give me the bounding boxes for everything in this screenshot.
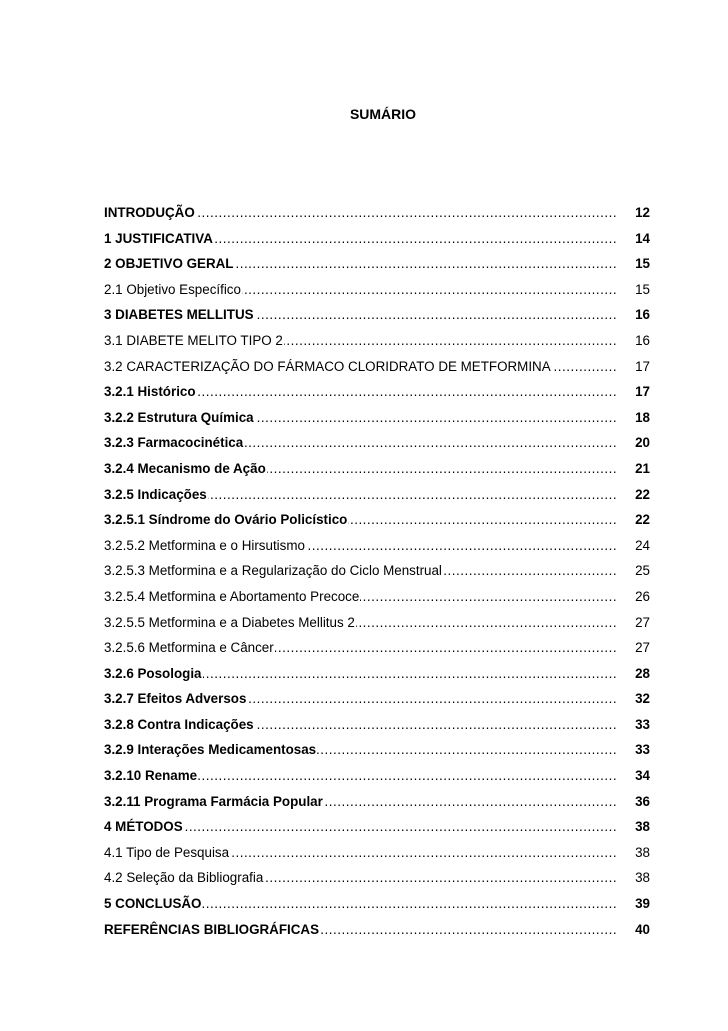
toc-entry[interactable]: [104, 610, 650, 636]
toc-entry[interactable]: [104, 379, 650, 405]
toc-entry-leader: [104, 686, 616, 712]
toc-entry-leader: [104, 430, 616, 456]
toc-entry-label: 3.2.10 Rename: [104, 768, 198, 784]
toc-entry-leader: [104, 661, 616, 687]
toc-entry-page: 39: [635, 896, 650, 912]
toc-entry-label: 2.1 Objetivo Específico: [104, 281, 241, 297]
toc-entry[interactable]: [104, 558, 650, 584]
toc-entry-leader: [104, 200, 616, 226]
toc-entry[interactable]: [104, 226, 650, 252]
toc-entry-page: 38: [635, 819, 650, 835]
toc-entry-page: 27: [635, 640, 650, 656]
toc-entry-page: 36: [635, 793, 650, 809]
toc-entry-label: 3.2.5.2 Metformina e o Hirsutismo: [104, 537, 305, 553]
toc-entry-label: 3.2.11 Programa Farmácia Popular: [104, 793, 323, 809]
toc-entry[interactable]: [104, 635, 650, 661]
page-title: SUMÁRIO: [349, 106, 417, 122]
toc-entry[interactable]: [104, 814, 650, 840]
toc-entry-page: 27: [635, 614, 650, 630]
toc-entry-page: 34: [635, 768, 650, 784]
toc-entry-leader: [104, 865, 616, 891]
toc-entry-leader: [104, 840, 616, 866]
toc-entry-leader: [104, 763, 616, 789]
toc-entry-leader: [104, 328, 616, 354]
toc-entry-leader: [104, 302, 616, 328]
toc-entry-label: 3.2.6 Posologia: [104, 665, 202, 681]
toc-entry-page: 20: [635, 435, 650, 451]
toc-entry-leader: [104, 482, 616, 508]
toc-entry-leader: [104, 891, 616, 917]
toc-entry-leader: [104, 635, 616, 661]
toc-entry-leader: [104, 814, 616, 840]
toc-entry-label: 2 OBJETIVO GERAL: [104, 256, 234, 272]
toc-entry-page: 22: [635, 486, 650, 502]
toc-entry[interactable]: [104, 789, 650, 815]
toc-entry-page: 24: [635, 537, 650, 553]
toc-entry[interactable]: [104, 277, 650, 303]
toc-entry[interactable]: [104, 328, 650, 354]
toc-entry-page: 17: [635, 384, 650, 400]
toc-entry-leader: [104, 533, 616, 559]
toc-entry[interactable]: [104, 533, 650, 559]
toc-entry-label: 4 MÉTODOS: [104, 819, 183, 835]
toc-entry-leader: [104, 226, 616, 252]
toc-entry-label: 3.2.5.5 Metformina e a Diabetes Mellitus 2: [104, 614, 355, 630]
toc-entry-leader: [104, 712, 616, 738]
toc-entry-page: 21: [635, 460, 650, 476]
toc-entry-label: 3.2.4 Mecanismo de Ação: [104, 460, 266, 476]
toc-entry-label: 1 JUSTIFICATIVA: [104, 230, 213, 246]
toc-entry[interactable]: [104, 251, 650, 277]
toc-entry-page: 28: [635, 665, 650, 681]
toc-entry[interactable]: [104, 737, 650, 763]
toc-entry[interactable]: [104, 405, 650, 431]
toc-entry-page: 22: [635, 512, 650, 528]
toc-entry-page: 14: [635, 230, 650, 246]
toc-entry-label: 3.2.5.4 Metformina e Abortamento Precoce: [104, 588, 360, 604]
toc-entry-leader: [104, 737, 616, 763]
toc-entry-label: 3.2.2 Estrutura Química: [104, 409, 254, 425]
toc-entry[interactable]: [104, 865, 650, 891]
toc-entry-label: 5 CONCLUSÃO: [104, 896, 202, 912]
toc-entry[interactable]: [104, 840, 650, 866]
toc-entry-page: 15: [635, 256, 650, 272]
toc-entry-leader: [104, 610, 616, 636]
table-of-contents: [104, 200, 650, 942]
toc-entry[interactable]: [104, 686, 650, 712]
toc-entry-page: 16: [635, 332, 650, 348]
toc-entry-label: 3.2.5.6 Metformina e Câncer: [104, 640, 274, 656]
toc-entry-page: 16: [635, 307, 650, 323]
toc-entry-label: 3.2.5.1 Síndrome do Ovário Policístico: [104, 512, 348, 528]
toc-entry-label: 3.2.9 Interações Medicamentosas: [104, 742, 317, 758]
toc-entry-page: 15: [635, 281, 650, 297]
toc-entry[interactable]: [104, 917, 650, 943]
toc-entry-label: 3.2.8 Contra Indicações: [104, 716, 254, 732]
toc-entry-page: 12: [635, 205, 650, 220]
toc-entry-label: 3.2.3 Farmacocinética: [104, 435, 244, 451]
toc-entry-page: 38: [635, 844, 650, 860]
toc-entry[interactable]: [104, 354, 650, 380]
toc-entry-label: REFERÊNCIAS BIBLIOGRÁFICAS: [104, 921, 320, 937]
toc-entry-label: INTRODUÇÃO: [104, 205, 195, 220]
toc-entry[interactable]: [104, 891, 650, 917]
toc-entry-page: 32: [635, 691, 650, 707]
toc-entry-label: 3.2.1 Histórico: [104, 384, 196, 400]
toc-entry-label: 3.2 CARACTERIZAÇÃO DO FÁRMACO CLORIDRATO DE METFORMINA: [104, 358, 551, 374]
toc-entry-page: 40: [635, 921, 650, 937]
toc-entry-leader: [104, 917, 616, 943]
toc-entry-page: 18: [635, 409, 650, 425]
toc-entry-leader: [104, 277, 616, 303]
toc-entry-page: 33: [635, 716, 650, 732]
toc-entry-label: 3.2.5.3 Metformina e a Regularização do Ciclo Menstrual: [104, 563, 442, 579]
toc-entry-label: 3 DIABETES MELLITUS: [104, 307, 254, 323]
toc-entry[interactable]: [104, 763, 650, 789]
toc-entry[interactable]: [104, 712, 650, 738]
toc-entry-label: 4.1 Tipo de Pesquisa: [104, 844, 230, 860]
toc-entry-leader: [104, 584, 616, 610]
toc-entry-leader: [104, 558, 616, 584]
toc-entry[interactable]: [104, 661, 650, 687]
toc-entry-leader: [104, 354, 616, 380]
toc-entry-label: 4.2 Seleção da Bibliografia: [104, 870, 264, 886]
toc-entry[interactable]: [104, 507, 650, 533]
toc-entry[interactable]: [104, 302, 650, 328]
toc-entry-leader: [104, 251, 616, 277]
toc-entry[interactable]: [104, 584, 650, 610]
toc-entry-page: 33: [635, 742, 650, 758]
toc-entry[interactable]: [104, 482, 650, 508]
toc-entry-leader: [104, 789, 616, 815]
toc-entry-label: 3.2.7 Efeitos Adversos: [104, 691, 247, 707]
toc-entry-label: 3.2.5 Indicações: [104, 486, 207, 502]
toc-entry-page: 26: [635, 588, 650, 604]
toc-entry-leader: [104, 405, 616, 431]
toc-entry-page: 38: [635, 870, 650, 886]
toc-entry[interactable]: [104, 430, 650, 456]
toc-entry[interactable]: [104, 456, 650, 482]
toc-entry[interactable]: [104, 200, 650, 226]
toc-entry-page: 25: [635, 563, 650, 579]
toc-entry-leader: [104, 379, 616, 405]
toc-entry-leader: [104, 507, 616, 533]
toc-entry-leader: [104, 456, 616, 482]
toc-entry-page: 17: [635, 358, 650, 374]
toc-entry-label: 3.1 DIABETE MELITO TIPO 2: [104, 332, 283, 348]
